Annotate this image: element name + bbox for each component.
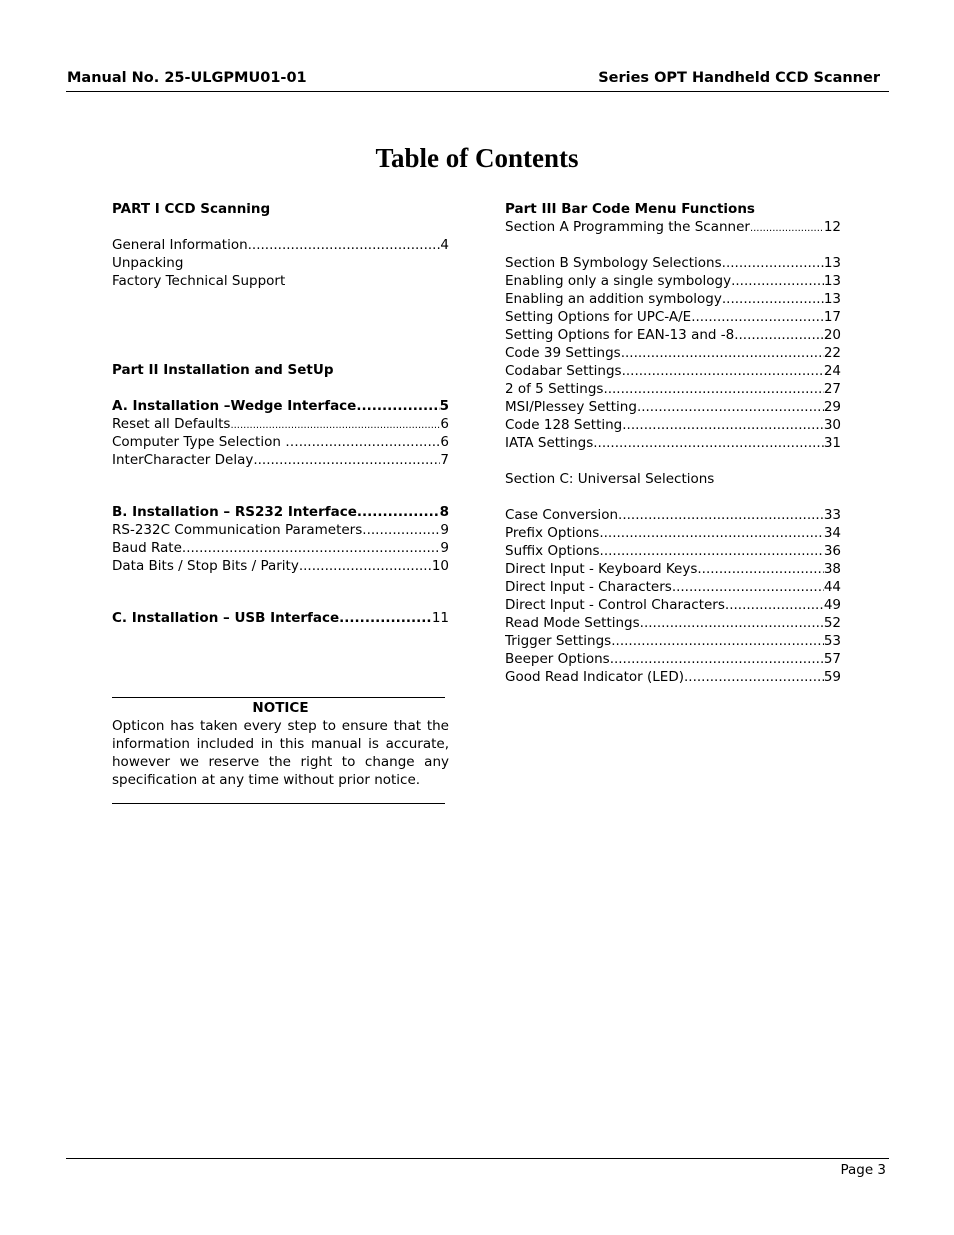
page-header-left: Manual No. 25-ULGPMU01-01: [67, 70, 307, 86]
toc-entry[interactable]: Setting Options for UPC-A/E ..... 17: [505, 308, 841, 326]
toc-left-column: [112, 200, 449, 804]
part1-heading: PART I CCD Scanning: [112, 201, 271, 217]
toc-entry[interactable]: Enabling an addition symbology ..... 13: [505, 290, 841, 308]
notice-bottom-rule: [112, 803, 445, 804]
footer-rule: [66, 1158, 889, 1159]
toc-entry[interactable]: Prefix Options ..... 34: [505, 524, 841, 542]
section-b-list: [505, 254, 841, 452]
toc-entry[interactable]: Factory Technical Support: [112, 273, 286, 289]
toc-entry[interactable]: Code 39 Settings ..... 22: [505, 344, 841, 362]
toc-entry[interactable]: InterCharacter Delay ..... 7: [112, 451, 449, 469]
toc-entry[interactable]: Beeper Options ..... 57: [505, 650, 841, 668]
toc-entry[interactable]: Direct Input - Keyboard Keys ..... 38: [505, 560, 841, 578]
toc-entry[interactable]: Suffix Options ..... 36: [505, 542, 841, 560]
toc-entry[interactable]: RS-232C Communication Parameters ..... 9: [112, 521, 449, 539]
toc-entry[interactable]: Section B Symbology Selections ..... 13: [505, 254, 841, 272]
page-number: Page 3: [840, 1162, 886, 1178]
section-a-heading[interactable]: A. Installation –Wedge Interface ..... 5: [112, 397, 449, 415]
toc-entry[interactable]: Direct Input - Characters ..... 44: [505, 578, 841, 596]
toc-entry[interactable]: Baud Rate ..... 9: [112, 539, 449, 557]
toc-entry[interactable]: 2 of 5 Settings ..... 27: [505, 380, 841, 398]
section-c-heading: Section C: Universal Selections: [505, 471, 715, 487]
section-c-heading[interactable]: C. Installation – USB Interface ..... 11: [112, 609, 449, 627]
toc-entry[interactable]: Trigger Settings ..... 53: [505, 632, 841, 650]
toc-entry[interactable]: Good Read Indicator (LED) ..... 59: [505, 668, 841, 686]
toc-entry[interactable]: Direct Input - Control Characters ..... 49: [505, 596, 841, 614]
toc-entry[interactable]: Unpacking: [112, 255, 184, 271]
notice-body: Opticon has taken every step to ensure that the information included in this manual is accurate, however we reserve the right to change any specification at any time without prior notice.: [112, 718, 449, 788]
toc-entry[interactable]: Codabar Settings ..... 24: [505, 362, 841, 380]
page-header-right: Series OPT Handheld CCD Scanner: [598, 70, 880, 86]
toc-entry[interactable]: Computer Type Selection … ..... 6: [112, 433, 449, 451]
toc-entry[interactable]: General Information ..... 4: [112, 236, 449, 254]
toc-entry[interactable]: Reset all Defaults ..... 6: [112, 415, 449, 433]
notice-title: NOTICE: [252, 700, 309, 716]
toc-entry[interactable]: Code 128 Setting ..... 30: [505, 416, 841, 434]
toc-entry[interactable]: Enabling only a single symbology ..... 13: [505, 272, 841, 290]
section-b-heading[interactable]: B. Installation – RS232 Interface ..... 8: [112, 503, 449, 521]
section-c-list: [505, 506, 841, 686]
toc-entry[interactable]: MSI/Plessey Setting ..... 29: [505, 398, 841, 416]
toc-entry[interactable]: Case Conversion ..... 33: [505, 506, 841, 524]
toc-entry[interactable]: Data Bits / Stop Bits / Parity ..... 10: [112, 557, 449, 575]
header-rule: [66, 91, 889, 92]
part3-heading: Part III Bar Code Menu Functions: [505, 201, 755, 217]
toc-entry[interactable]: IATA Settings ..... 31: [505, 434, 841, 452]
page-title: Table of Contents: [375, 143, 579, 173]
toc-right-column: [505, 200, 841, 686]
toc-entry[interactable]: Section A Programming the Scanner ..... 12: [505, 218, 841, 236]
part2-heading: Part II Installation and SetUp: [112, 362, 334, 378]
toc-entry[interactable]: Read Mode Settings ..... 52: [505, 614, 841, 632]
toc-entry[interactable]: Setting Options for EAN-13 and -8 ..... 20: [505, 326, 841, 344]
